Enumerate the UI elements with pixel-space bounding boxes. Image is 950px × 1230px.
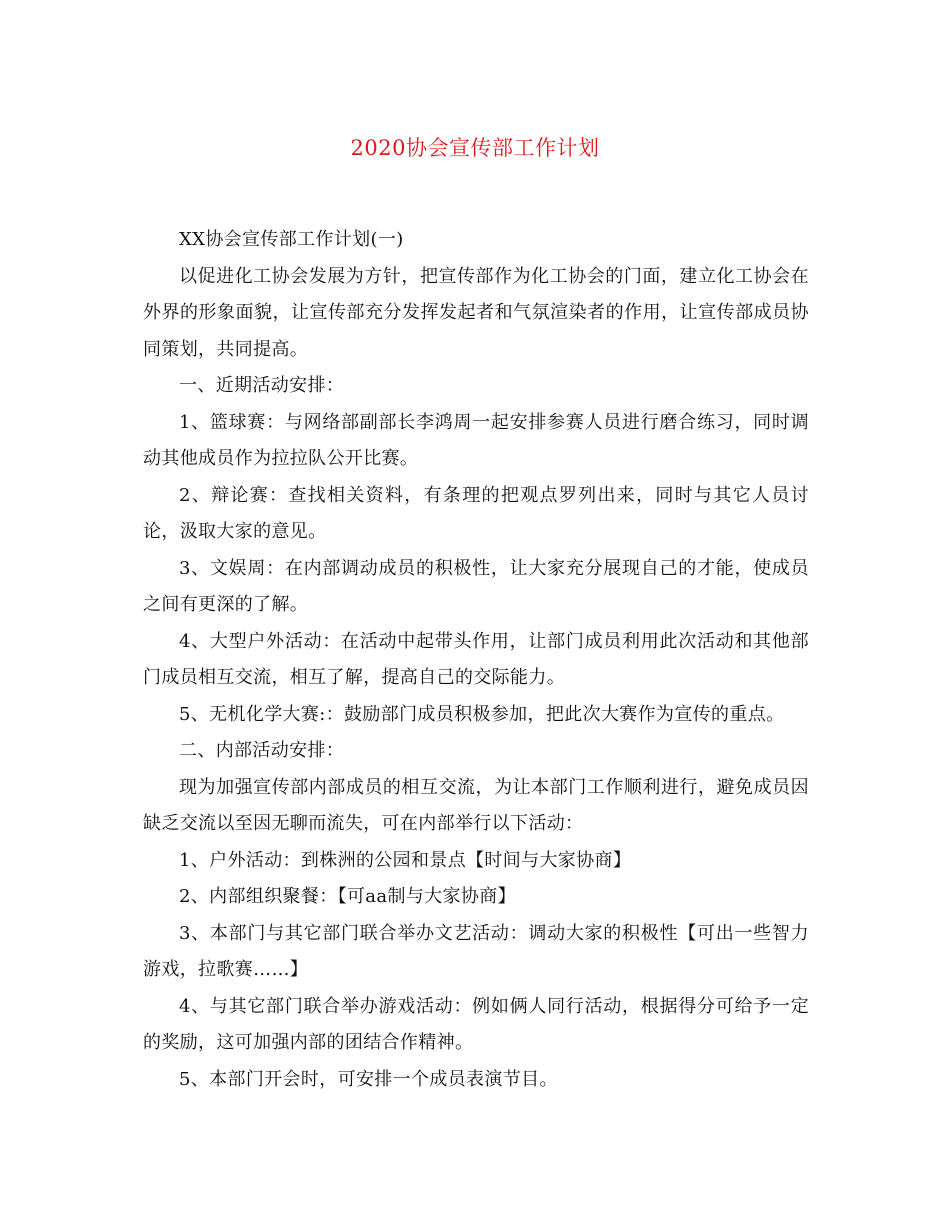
list-item: 2、内部组织聚餐：【可aa制与大家协商】: [179, 886, 516, 907]
section-heading: 二、内部活动安排：: [179, 740, 345, 761]
list-item: 2、辩论赛：查找相关资料，有条理的把观点罗列出来，同时与其它人员讨论，汲取大家的意见。: [143, 484, 809, 542]
list-item: 1、户外活动：到株洲的公园和景点【时间与大家协商】: [179, 849, 632, 871]
list-item: 3、文娱周：在内部调动成员的积极性，让大家充分展现自己的才能，使成员之间有更深的了解。: [143, 557, 809, 615]
section-heading: XX协会宣传部工作计划(一): [179, 229, 404, 250]
body-paragraph: 以促进化工协会发展为方针，把宣传部作为化工协会的门面，建立化工协会在外界的形象面貌，让宣传部充分发挥发起者和气氛渲染者的作用，让宣传部成员协同策划，共同提高。: [143, 265, 809, 360]
list-item: 3、本部门与其它部门联合举办文艺活动：调动大家的积极性【可出一些智力游戏，拉歌赛……】: [143, 922, 809, 980]
document-title: 2020协会宣传部工作计划: [350, 136, 600, 160]
list-item: 4、与其它部门联合举办游戏活动：例如俩人同行活动，根据得分可给予一定的奖励，这可加强内部的团结合作精神。: [143, 995, 809, 1053]
list-item: 4、大型户外活动：在活动中起带头作用，让部门成员利用此次活动和其他部门成员相互交流，相互了解，提高自己的交际能力。: [143, 630, 809, 688]
section-heading: 一、近期活动安排：: [179, 375, 345, 396]
document-body: [143, 222, 809, 1098]
list-item: 5、无机化学大赛:：鼓励部门成员积极参加，把此次大赛作为宣传的重点。: [179, 703, 785, 725]
list-item: 5、本部门开会时，可安排一个成员表演节目。: [179, 1068, 558, 1090]
body-paragraph: 现为加强宣传部内部成员的相互交流，为让本部门工作顺利进行，避免成员因缺乏交流以至因无聊而流失，可在内部举行以下活动：: [143, 776, 809, 834]
list-item: 1、篮球赛：与网络部副部长李鸿周一起安排参赛人员进行磨合练习，同时调动其他成员作为拉拉队公开比赛。: [143, 411, 809, 469]
